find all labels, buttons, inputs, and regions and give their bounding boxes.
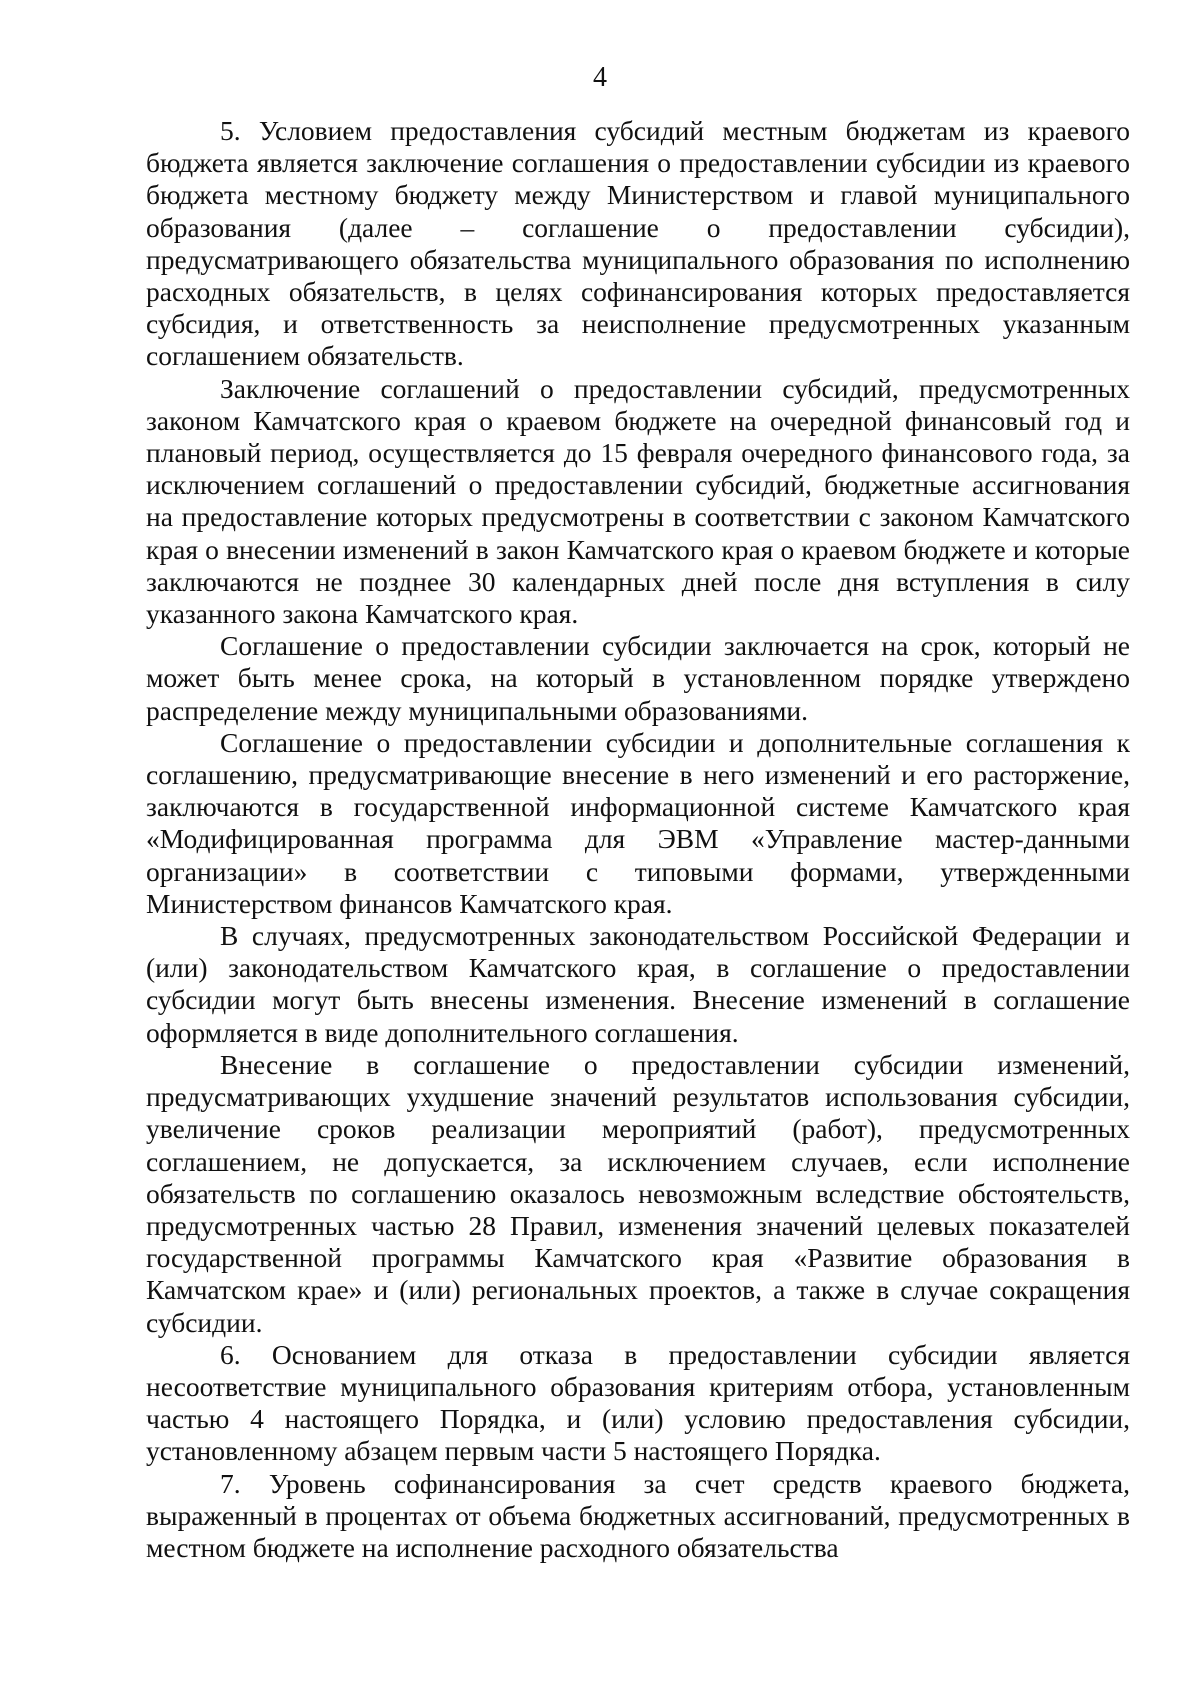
paragraph-5-subsidy-condition: 5. Условием предоставления субсидий местным бюджетам из краевого бюджета является заключение соглашения о предоставлении субсидии из краевого бюджета местному бюджету между Министерством и главой муниципального образования (далее – соглашение о предоставлении субсидии), предусматривающего обязательства муниципального образования по исполнению расходных обязательств, в целях софинансирования которых предоставляется субсидия, и ответственность за неисполнение предусмотренных указанным соглашением обязательств.: [146, 115, 1130, 372]
page-number: 4: [593, 62, 607, 93]
document-body: [146, 115, 1130, 1564]
paragraph-agreement-term: Соглашение о предоставлении субсидии заключается на срок, который не может быть менее срока, на который в установленном порядке утверждено распределение между муниципальными образованиями.: [146, 630, 1130, 726]
paragraph-6-refusal-grounds: 6. Основанием для отказа в предоставлении субсидии является несоответствие муниципального образования критериям отбора, установленным частью 4 настоящего Порядка, и (или) условию предоставления субсидии, установленному абзацем первым части 5 настоящего Порядка.: [146, 1338, 1130, 1467]
paragraph-agreement-changes: В случаях, предусмотренных законодательством Российской Федерации и (или) законодательством Камчатского края, в соглашение о предоставлении субсидии могут быть внесены изменения. Внесение изменений в соглашение оформляется в виде дополнительного соглашения.: [146, 920, 1130, 1048]
paragraph-agreement-system: Соглашение о предоставлении субсидии и дополнительные соглашения к соглашению, предусматривающие внесение в него изменений и его расторжение, заключаются в государственной информационной системе Камчатского края «Модифицированная программа для ЭВМ «Управление мастер-данными организации» в соответствии с типовыми формами, утвержденными Министерством финансов Камчатского края.: [146, 726, 1130, 919]
paragraph-7-cofinancing-level: 7. Уровень софинансирования за счет средств краевого бюджета, выраженный в процентах от объема бюджетных ассигнований, предусмотренных в местном бюджете на исполнение расходного обязательства: [146, 1467, 1130, 1563]
paragraph-agreement-deadline: Заключение соглашений о предоставлении субсидий, предусмотренных законом Камчатского края о краевом бюджете на очередной финансовый год и плановый период, осуществляется до 15 февраля очередного финансового года, за исключением соглашений о предоставлении субсидий, бюджетные ассигнования на предоставление которых предусмотрены в соответствии с законом Камчатского края о внесении изменений в закон Камчатского края о краевом бюджете и которые заключаются не позднее 30 календарных дней после дня вступления в силу указанного закона Камчатского края.: [146, 372, 1130, 630]
paragraph-changes-restrictions: Внесение в соглашение о предоставлении субсидии изменений, предусматривающих ухудшение значений результатов использования субсидии, увеличение сроков реализации мероприятий (работ), предусмотренных соглашением, не допускается, за исключением случаев, если исполнение обязательств по соглашению оказалось невозможным вследствие обстоятельств, предусмотренных частью 28 Правил, изменения значений целевых показателей государственной программы Камчатского края «Развитие образования в Камчатском крае» и (или) региональных проектов, а также в случае сокращения субсидии.: [146, 1048, 1130, 1338]
